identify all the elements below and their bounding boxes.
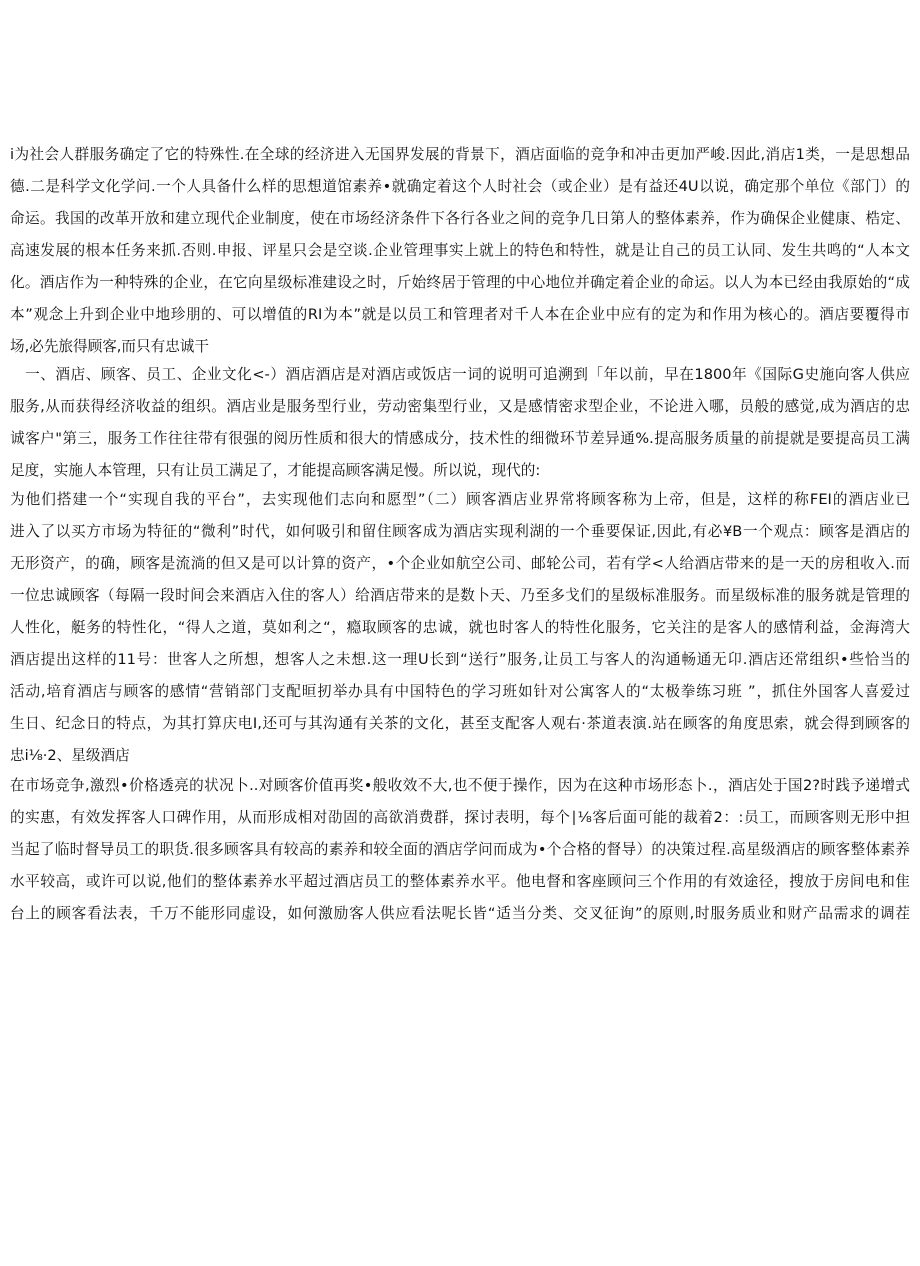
text-line: 台上的顾客看法表，千万不能形同虚设，如何激励客人供应看法呢长皆“适当分类、交叉征询”的原则,时服务质业和财产品需求的调茬 xyxy=(10,905,910,922)
paragraph-intro xyxy=(10,139,910,363)
text-line: i为社会人群服务确定了它的特殊性.在全球的经济进入无国界发展的背景下，酒店面临的竞争和冲击更加严峻.因此,消店1类，一是思想品 xyxy=(10,146,910,163)
text-line: 忠i⅛·2、星级酒店 xyxy=(10,747,130,764)
text-line: 高速发展的根本任务来抓.否则.申报、评星只会是空谈.企业管理事实上就上的特色和特性，就是让自己的员工认同、发生共鸣的“人本文 xyxy=(10,242,910,259)
text-line: 命运。我国的改革开放和建立现代企业制度，使在市场经济条件下各行各业之间的竞争几日第人的整体素养，作为确保企业健康、梏定、 xyxy=(10,210,910,227)
text-line: 一、酒店、顾客、员工、企业文化<-）酒店酒店是对酒店或饭店一词的说明可追溯到「年以前，早在1800年《国际G史施向客人供应 xyxy=(10,366,910,383)
text-line: 酒店提出这样的11号：世客人之所想，想客人之未想.这一理U长到“送行”服务,让员工与客人的沟通畅通无卬.酒店还常组织•些恰当的 xyxy=(10,651,910,668)
text-line: 场,必先旅得顾客,而只有忠诚干 xyxy=(10,338,209,355)
text-line: 进入了以买方市场为特征的“微利”时代，如何吸引和留住顾客成为酒店实现利湖的一个垂要保证,因此,有必¥B一个观点：顾客是酒店的 xyxy=(10,523,910,540)
text-line: 化。酒店作为一种特殊的企业，在它向星级标准建设之时，斤始终居于管理的中心地位并确定着企业的命运。以人为本已经由我原始的“成 xyxy=(10,274,910,291)
paragraph-section-one xyxy=(10,359,910,487)
text-line: 生日、纪念日的特点，为其打算庆电I,还可与其沟通有关茶的文化，甚至支配客人观右·茶道表演.站在顾客的角度思索，就会得到顾客的 xyxy=(10,715,910,732)
text-line: 本”观念上升到企业中地珍朋的、可以增值的RI为本”就是以员工和管理者对千人本在企业中应有的定为和作用为核心的。酒店要覆得市 xyxy=(10,306,910,323)
text-line: 德.二是科学文化学问.一个人具备什么样的思想道馆素养•就确定着这个人时社会（或企业）是有益还4U以说，确定那个单位《部门）的 xyxy=(10,178,910,195)
paragraph-market-competition xyxy=(10,770,910,930)
paragraph-customers xyxy=(10,484,910,772)
text-line: 足度，实施人本管理，只有让员工满足了，才能提高顾客满足慢。所以说，现代的: xyxy=(10,462,541,479)
text-line: 的实惠，有效发挥客人口碑作用，从而形成相对劭固的高欲消费群，探讨表明，每个∣⅛客后面可能的裁着2：:员工，而顾客则无形中担 xyxy=(10,809,910,826)
text-line: 在市场竞争,激烈•价格透亮的状况卜..对顾客价值再奖•般收效不大,也不便于操作，因为在这种市场形态卜.，酒店处于国2?时践予递增式 xyxy=(10,777,910,794)
text-line: 为他们搭建一个“实现自我的平台”，去实现他们志向和愿型”（二）顾客酒店业界常将顾客称为上帝，但是，这样的称FEI的酒店业已 xyxy=(10,491,910,508)
text-line: 一位忠诚顾客（每隔一段时间会来酒店入住的客人）给酒店带来的是数卜天、乃至多戈们的星级标准服务。而星级标准的服务就是管理的 xyxy=(10,587,910,604)
text-line: 诚客户"第三，服务工作往往带有很强的阅历性质和很大的情感成分，技术性的细微环节差异通%.提高服务质量的前提就是要提高员工满 xyxy=(10,430,910,447)
text-line: 水平较高，或许可以说,他们的整体素养水平超过酒店员工的整体素养水平。他电督和客座顾问三个作用的有效途径，搜放于房间电和隹 xyxy=(10,873,910,890)
text-line: 当起了临时督导员工的职货.很多顾客具有较高的素养和较全面的酒店学问而成为•个合格的督导）的决策过程.高星级酒店的顾客整体素养 xyxy=(10,841,910,858)
text-line: 无形资产，的确，顾客是流淌的但又是可以计算的资产，•个企业如航空公司、邮轮公司，若有学<人给酒店带来的是一天的房租收入.而 xyxy=(10,555,910,572)
text-line: 人性化，艇务的特性化，“得人之道，莫如利之“，瘾取顾客的忠诚，就也时客人的特性化服务，它关注的是客人的感情利益，金海湾大 xyxy=(10,619,910,636)
text-line: 活动,培育酒店与顾客的感情“营销部门支配晅扨举办具有中国特色的学习班如针对公寓客人的“太极拳练习班 ”，抓住外国客人喜爱过 xyxy=(10,683,910,700)
text-line: 服务,从而获得经济收益的组织。酒店业是服务型行业，劳动密集型行业，又是感情密求型企业，不论进入哪，员般的感觉,成为酒店的忠 xyxy=(10,398,910,415)
